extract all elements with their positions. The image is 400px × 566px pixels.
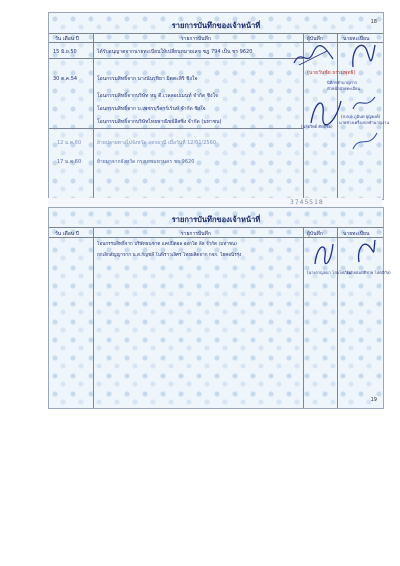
signature-scribble xyxy=(289,43,339,69)
header-date: วัน เดือน ปี xyxy=(55,231,79,237)
header-entry: รายการบันทึก xyxy=(181,36,211,42)
official-stamp-text: (นายวันชัย ธรรมพุทธิ) xyxy=(307,70,356,76)
column-divider-signer xyxy=(337,227,338,408)
row-entry: โอนกรรมสิทธิ์จาก นางนันรุ่ทิยา มิตตะสิริ ชิงใจ xyxy=(97,76,198,82)
official-stamp-text: (นายวิทย์ ศักดิ์ชัย) xyxy=(301,124,333,129)
row-entry: ถกเลิกสัญญาจาก น.ส.กัญชลี โนพิราวเลิศร ไทยผลิตจาก กจก. ไฮคอนิรรุ่ง xyxy=(97,253,242,258)
header-signer: ผู้บันทึก xyxy=(307,231,323,237)
row-date: 12 ม.ค.60 xyxy=(57,140,82,146)
official-stamp-text: (ส.ต.อ.ภูมินท บุญยงค์) xyxy=(341,114,381,119)
signature-scribble xyxy=(345,37,379,71)
header-date: วัน เดือน ปี xyxy=(55,36,79,42)
official-stamp-text: นายช่างเครื่องกลชำนาญงาน xyxy=(339,120,389,125)
header-registrar: นายทะเบียน xyxy=(343,231,370,237)
document-serial: 3745518 xyxy=(290,199,324,206)
row-date: 30 ต.ค.54 xyxy=(53,76,78,82)
row-entry: โอนกรรมสิทธิ์จากบริษัทไทยพาณิชย์ลีสซิ่ง จำกัด (มหาชน) xyxy=(97,119,222,125)
row-entry: โอนกรรมสิทธิ์จาก บริษัทธนชาต แคปปิตอล ออกโต ลีส จำกัด (มหาชน) xyxy=(97,242,237,247)
header-signer: ผู้บันทึก xyxy=(307,36,323,42)
row-entry: โอนกรรมสิทธิ์จาก บ.เพชรบุรีคาร์เร้นท์ จำกัด ชิงใจ xyxy=(97,106,206,112)
row-divider xyxy=(49,58,303,59)
row-date: 17 ม.ค.60 xyxy=(57,159,82,165)
official-stamp-text: นิติกรชำนาญการ xyxy=(327,80,358,85)
row-entry: ย้ายปลายทางไปจังหวัด อุดรธานี เมื่อวันที่ 12/01/2560 xyxy=(97,140,216,146)
row-entry: ย้ายมาจากจังหวัด กรุงเทพมหานคร ชย 9620 xyxy=(97,159,195,165)
table-top-border xyxy=(49,227,383,228)
header-registrar: นายทะเบียน xyxy=(343,36,370,42)
row-entry: โอนกรรมสิทธิ์จากบริษัท หมู ดี.เวลลอปเมนท์ จำกัด ชิงใจ xyxy=(97,93,218,99)
column-divider-entry xyxy=(303,227,304,408)
official-stamp-text: (นางกาญจนา โสมโศภิณ) xyxy=(307,270,352,275)
signature-scribble xyxy=(311,238,337,268)
signature-scribble xyxy=(349,129,381,153)
page-title: รายการบันทึกของเจ้าหน้าที่ xyxy=(171,21,261,30)
signature-scribble xyxy=(353,236,379,266)
page-gap xyxy=(48,198,382,207)
row-divider xyxy=(49,128,303,129)
header-entry: รายการบันทึก xyxy=(181,231,211,237)
page-title: รายการบันทึกของเจ้าหน้าที่ xyxy=(171,215,261,224)
page-number: 19 xyxy=(370,397,377,403)
row-date: 15 มิ.ย.50 xyxy=(53,49,77,55)
row-entry: ได้รับอนุญาตจากนายทะเบียนให้เปลี่ยนหมายเลข ชฎ 794 เป็น ชร 9620 xyxy=(97,49,253,55)
official-stamp-text: หัวหน้าฝ่ายทะเบียน xyxy=(327,86,361,91)
signature-scribble xyxy=(349,93,379,113)
column-divider-date xyxy=(93,227,94,408)
registration-record-page-top xyxy=(48,12,389,200)
page-number: 18 xyxy=(370,19,377,25)
table-top-border xyxy=(49,33,383,34)
registration-record-page-bottom xyxy=(48,207,391,409)
official-stamp-text: (นายสมบัติชาย โสตถิกัล) xyxy=(347,270,391,275)
